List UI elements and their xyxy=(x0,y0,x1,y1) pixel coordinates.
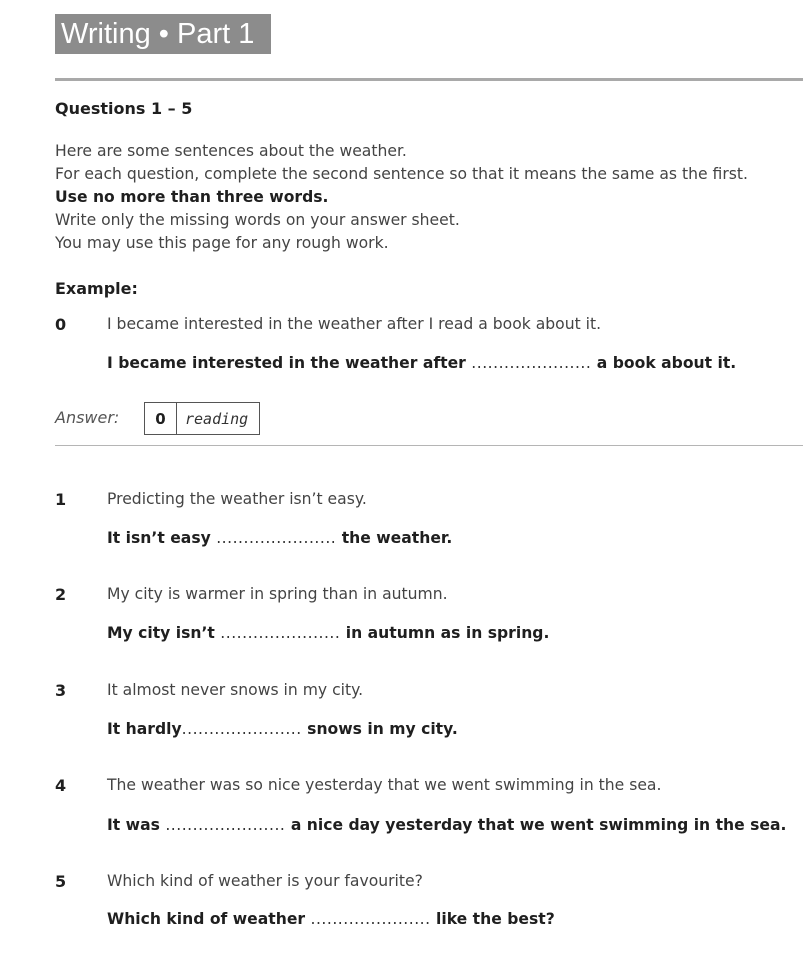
instruction-line-5: You may use this page for any rough work. xyxy=(55,234,389,252)
example-sentence: I became interested in the weather after I read a book about it. xyxy=(107,315,602,333)
answer-gap: ...................... xyxy=(310,910,431,928)
answer-gap: ...................... xyxy=(181,720,302,738)
question-gap-sentence xyxy=(107,529,452,547)
gap-before: It isn’t easy xyxy=(107,529,217,547)
question-sentence: It almost never snows in my city. xyxy=(107,681,364,699)
instruction-line-1: Here are some sentences about the weather. xyxy=(55,142,407,160)
question-number: 1 xyxy=(55,490,67,509)
example-label: Example: xyxy=(55,279,138,298)
question-gap-sentence xyxy=(107,720,458,738)
section-title: Writing • Part 1 xyxy=(55,14,271,54)
question-sentence: My city is warmer in spring than in autumn. xyxy=(107,585,448,603)
instructions xyxy=(55,140,748,255)
question-number: 5 xyxy=(55,872,67,891)
example-gap-sentence xyxy=(107,354,736,372)
answer-gap: ...................... xyxy=(220,624,341,642)
answer-gap: ...................... xyxy=(165,816,286,834)
question-sentence: Which kind of weather is your favourite? xyxy=(107,872,423,890)
mid-divider xyxy=(55,445,803,446)
gap-before: I became interested in the weather after xyxy=(107,354,472,372)
example-answer-box xyxy=(144,402,260,435)
gap-after: like the best? xyxy=(430,910,555,928)
gap-after: the weather. xyxy=(336,529,453,547)
gap-before: It hardly xyxy=(107,720,182,738)
answer-gap: ...................... xyxy=(471,354,592,372)
answer-gap: ...................... xyxy=(216,529,337,547)
answer-label: Answer: xyxy=(55,408,120,427)
question-number: 4 xyxy=(55,776,67,795)
answer-number: 0 xyxy=(145,403,177,434)
question-sentence: Predicting the weather isn’t easy. xyxy=(107,490,367,508)
gap-after: snows in my city. xyxy=(301,720,458,738)
gap-before: My city isn’t xyxy=(107,624,221,642)
gap-after: a nice day yesterday that we went swimming in the sea. xyxy=(285,816,787,834)
instruction-line-2: For each question, complete the second sentence so that it means the same as the first. xyxy=(55,165,748,183)
question-gap-sentence xyxy=(107,816,786,834)
question-number: 3 xyxy=(55,681,67,700)
question-sentence: The weather was so nice yesterday that we went swimming in the sea. xyxy=(107,776,662,794)
gap-before: Which kind of weather xyxy=(107,910,311,928)
gap-after: in autumn as in spring. xyxy=(340,624,550,642)
gap-after: a book about it. xyxy=(591,354,737,372)
gap-before: It was xyxy=(107,816,166,834)
answer-word: reading xyxy=(185,409,249,428)
question-gap-sentence xyxy=(107,910,555,928)
top-divider xyxy=(55,78,803,81)
example-number: 0 xyxy=(55,315,67,334)
questions-heading: Questions 1 – 5 xyxy=(55,99,193,118)
instruction-line-3: Use no more than three words. xyxy=(55,188,329,206)
question-number: 2 xyxy=(55,585,67,604)
instruction-line-4: Write only the missing words on your answer sheet. xyxy=(55,211,460,229)
question-gap-sentence xyxy=(107,624,549,642)
